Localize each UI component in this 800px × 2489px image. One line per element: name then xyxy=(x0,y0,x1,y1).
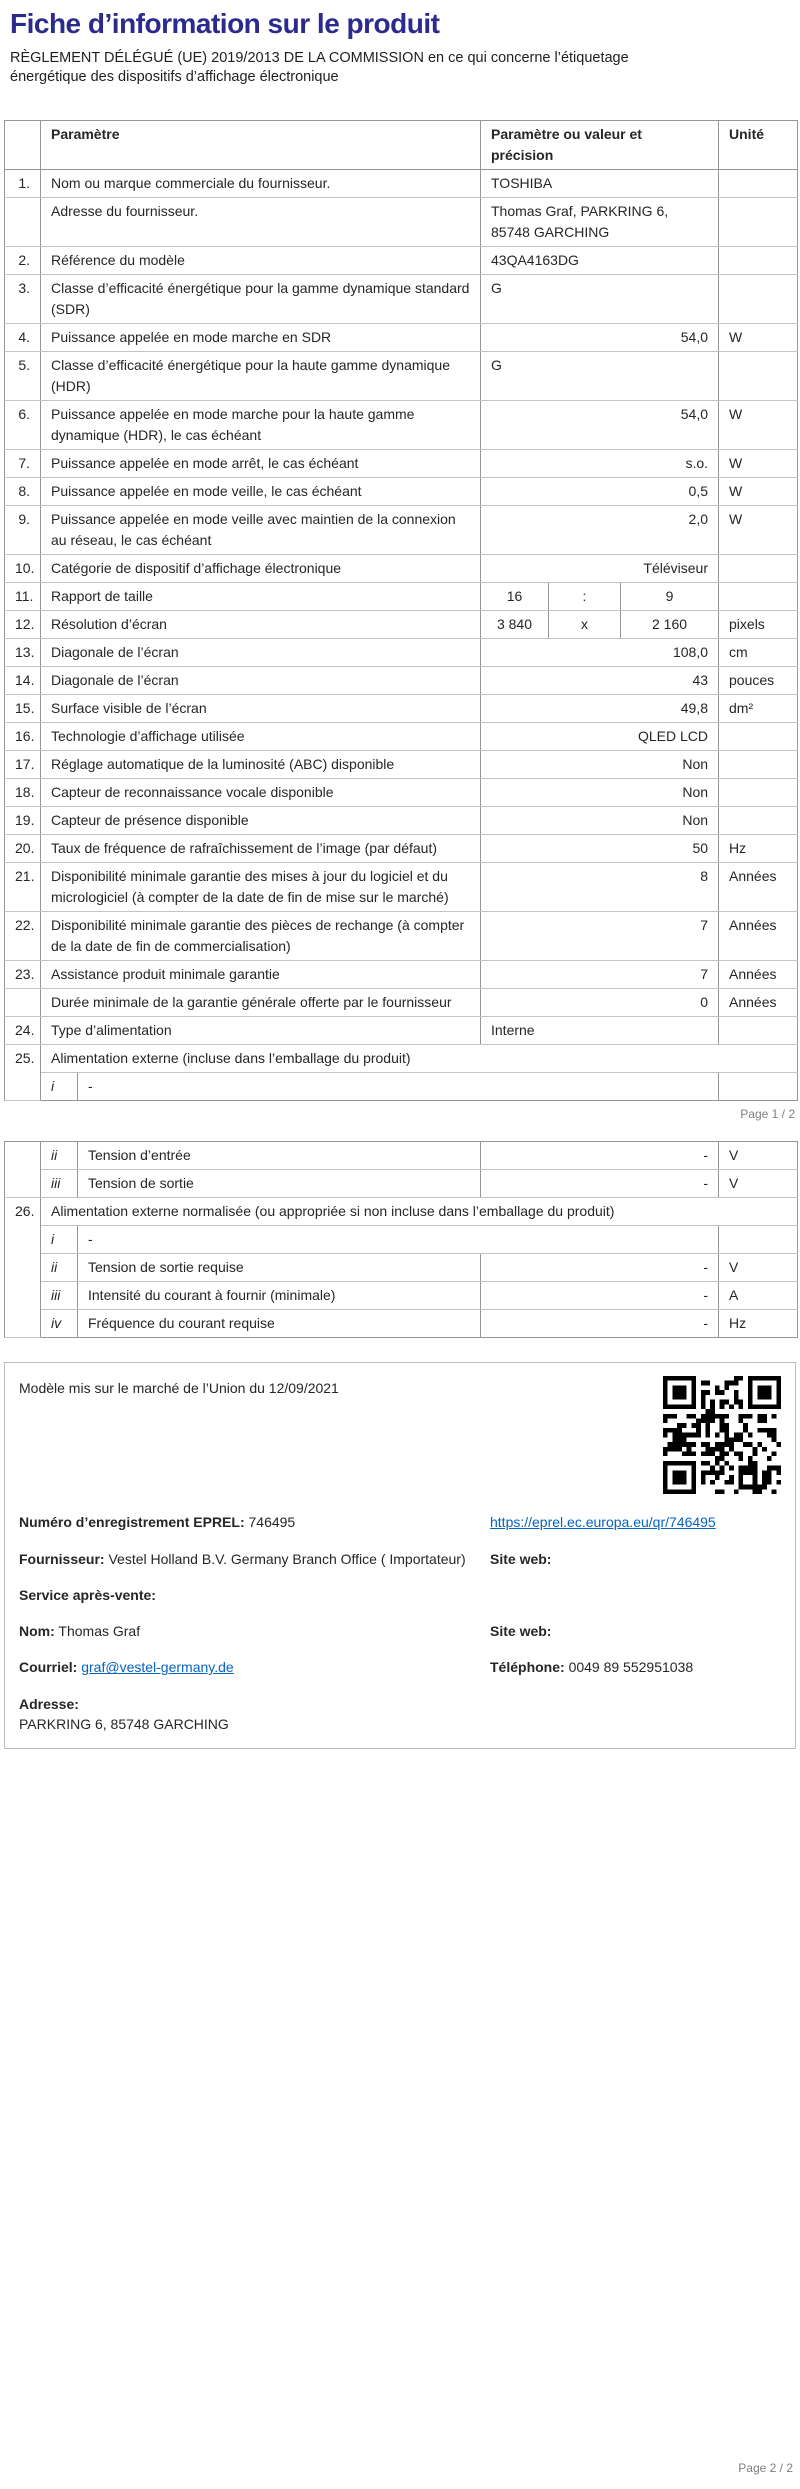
supplier-row xyxy=(19,1549,781,1569)
table-row xyxy=(5,1073,798,1101)
page-1-label: Page 1 / 2 xyxy=(740,1107,795,1122)
sub-index-cell: ii xyxy=(41,1254,78,1282)
param-cell: Assistance produit minimale garantie xyxy=(41,961,481,989)
table-row xyxy=(5,695,798,723)
num-cell xyxy=(5,198,41,247)
after-sales-label: Service après-vente: xyxy=(19,1586,156,1603)
unit-cell: W xyxy=(719,450,798,478)
param-span-cell: Alimentation externe normalisée (ou appropriée si non incluse dans l’emballage du produit) xyxy=(41,1198,798,1226)
email-link[interactable]: graf@vestel-germany.de xyxy=(81,1659,234,1676)
supplier-info xyxy=(19,1549,490,1569)
num-cell: 24. xyxy=(5,1017,41,1045)
table-row xyxy=(5,639,798,667)
unit-cell: W xyxy=(719,478,798,506)
value-cell: G xyxy=(481,275,719,324)
site-web-label-2: Site web: xyxy=(490,1623,552,1640)
unit-cell: Hz xyxy=(719,835,798,863)
unit-cell: Années xyxy=(719,989,798,1017)
table-row xyxy=(5,1170,798,1198)
param-cell: Rapport de taille xyxy=(41,583,481,611)
value-cell: - xyxy=(481,1170,719,1198)
unit-cell: V xyxy=(719,1254,798,1282)
table-row xyxy=(5,247,798,275)
unit-cell xyxy=(719,247,798,275)
supplier-label: Fournisseur: xyxy=(19,1550,105,1567)
name-label: Nom: xyxy=(19,1623,55,1640)
table-row xyxy=(5,352,798,401)
table-row xyxy=(5,1226,798,1254)
table-row xyxy=(5,1142,798,1170)
page-title: Fiche d’information sur le produit xyxy=(10,8,440,39)
table-row xyxy=(5,863,798,912)
value-cell: - xyxy=(481,1142,719,1170)
unit-cell xyxy=(719,583,798,611)
num-cell: 12. xyxy=(5,611,41,639)
table-row xyxy=(5,506,798,555)
contact-email-row xyxy=(19,1657,781,1677)
header-unit-cell: Unité xyxy=(719,121,798,170)
unit-cell xyxy=(719,198,798,247)
table-row xyxy=(5,450,798,478)
num-cell: 22. xyxy=(5,912,41,961)
unit-cell: Années xyxy=(719,863,798,912)
contact-phone xyxy=(490,1657,781,1677)
num-cell: 26. xyxy=(5,1198,41,1338)
service-website-wrap xyxy=(490,1621,781,1641)
value-cell: 2,0 xyxy=(481,506,719,555)
parameters-table-page1 xyxy=(4,120,798,1101)
table-row xyxy=(5,1310,798,1338)
table-row xyxy=(5,1017,798,1045)
num-cell: 8. xyxy=(5,478,41,506)
phone-label: Téléphone: xyxy=(490,1659,565,1676)
value-cell: - xyxy=(481,1282,719,1310)
num-cell: 19. xyxy=(5,807,41,835)
num-cell: 21. xyxy=(5,863,41,912)
table-row xyxy=(5,961,798,989)
address-row xyxy=(19,1694,781,1735)
email-label: Courriel: xyxy=(19,1659,78,1676)
table-row xyxy=(5,478,798,506)
param-span-cell: - xyxy=(78,1226,719,1254)
param-cell: Puissance appelée en mode veille, le cas échéant xyxy=(41,478,481,506)
num-cell: 6. xyxy=(5,401,41,450)
table-row xyxy=(5,1254,798,1282)
contact-name-row xyxy=(19,1621,781,1641)
qr-code-icon xyxy=(663,1376,781,1494)
param-cell: Taux de fréquence de rafraîchissement de l’image (par défaut) xyxy=(41,835,481,863)
sub-index-cell: i xyxy=(41,1073,78,1101)
eprel-link-wrap xyxy=(490,1512,781,1532)
table-gap xyxy=(0,1121,800,1141)
header-num-cell xyxy=(5,121,41,170)
contact-email xyxy=(19,1657,490,1677)
num-cell: 15. xyxy=(5,695,41,723)
value-cell: 0 xyxy=(481,989,719,1017)
eprel-registration xyxy=(19,1512,490,1532)
table-row xyxy=(5,555,798,583)
unit-cell xyxy=(719,352,798,401)
unit-cell xyxy=(719,1073,798,1101)
num-cell: 23. xyxy=(5,961,41,989)
value-cell: Thomas Graf, PARKRING 6, 85748 GARCHING xyxy=(481,198,719,247)
value-cell: 108,0 xyxy=(481,639,719,667)
value-cell: 43 xyxy=(481,667,719,695)
table-row xyxy=(5,611,798,639)
value-cell: 54,0 xyxy=(481,401,719,450)
phone-value: 0049 89 552951038 xyxy=(568,1659,694,1676)
param-cell: Disponibilité minimale garantie des mises à jour du logiciel et du micrologiciel (à compter de la date de fin de mise sur le marché) xyxy=(41,863,481,912)
table-row xyxy=(5,779,798,807)
header-param-cell: Paramètre xyxy=(41,121,481,170)
param-cell: Classe d’efficacité énergétique pour la gamme dynamique standard (SDR) xyxy=(41,275,481,324)
header-value-cell: Paramètre ou valeur et précision xyxy=(481,121,719,170)
table-row xyxy=(5,835,798,863)
unit-cell: cm xyxy=(719,639,798,667)
num-cell: 13. xyxy=(5,639,41,667)
param-cell: Intensité du courant à fournir (minimale) xyxy=(78,1282,481,1310)
table-header-row xyxy=(5,121,798,170)
num-cell: 14. xyxy=(5,667,41,695)
supplier-website-wrap xyxy=(490,1549,781,1569)
num-cell: 11. xyxy=(5,583,41,611)
unit-cell: W xyxy=(719,506,798,555)
sub-index-cell: ii xyxy=(41,1142,78,1170)
eprel-label: Numéro d’enregistrement EPREL: xyxy=(19,1514,245,1531)
unit-cell xyxy=(719,751,798,779)
value-cell-2: 9 xyxy=(621,583,719,611)
contact-address xyxy=(19,1694,490,1735)
table-row xyxy=(5,1045,798,1073)
param-cell: Diagonale de l’écran xyxy=(41,667,481,695)
table-row xyxy=(5,723,798,751)
table-row xyxy=(5,401,798,450)
param-cell: Adresse du fournisseur. xyxy=(41,198,481,247)
value-cell-1: 3 840 xyxy=(481,611,549,639)
num-cell xyxy=(5,989,41,1017)
eprel-link[interactable]: https://eprel.ec.europa.eu/qr/746495 xyxy=(490,1514,716,1531)
value-cell: - xyxy=(481,1310,719,1338)
contact-name xyxy=(19,1621,490,1641)
sub-index-cell: iii xyxy=(41,1282,78,1310)
value-cell: 7 xyxy=(481,912,719,961)
market-date-text: Modèle mis sur le marché de l’Union du 12/09/2021 xyxy=(19,1380,339,1397)
param-cell: Capteur de présence disponible xyxy=(41,807,481,835)
table-row xyxy=(5,807,798,835)
value-separator-cell: x xyxy=(549,611,621,639)
unit-cell xyxy=(719,170,798,198)
value-cell: 50 xyxy=(481,835,719,863)
after-sales-row xyxy=(19,1585,781,1605)
param-cell: Type d’alimentation xyxy=(41,1017,481,1045)
table-row xyxy=(5,170,798,198)
num-cell: 9. xyxy=(5,506,41,555)
value-cell: TOSHIBA xyxy=(481,170,719,198)
param-cell: Diagonale de l’écran xyxy=(41,639,481,667)
unit-cell xyxy=(719,807,798,835)
param-cell: Surface visible de l’écran xyxy=(41,695,481,723)
param-cell: Réglage automatique de la luminosité (ABC) disponible xyxy=(41,751,481,779)
value-cell: Non xyxy=(481,779,719,807)
param-cell: Durée minimale de la garantie générale offerte par le fournisseur xyxy=(41,989,481,1017)
unit-cell xyxy=(719,275,798,324)
site-web-label-1: Site web: xyxy=(490,1550,552,1567)
unit-cell xyxy=(719,1226,798,1254)
value-cell: 54,0 xyxy=(481,324,719,352)
table-row xyxy=(5,583,798,611)
value-cell: 49,8 xyxy=(481,695,719,723)
param-cell: Puissance appelée en mode marche pour la haute gamme dynamique (HDR), le cas échéant xyxy=(41,401,481,450)
num-cell: 17. xyxy=(5,751,41,779)
param-span-cell: - xyxy=(78,1073,719,1101)
table-row xyxy=(5,198,798,247)
value-cell-1: 16 xyxy=(481,583,549,611)
name-value: Thomas Graf xyxy=(58,1623,141,1640)
unit-cell xyxy=(719,779,798,807)
param-cell: Tension d’entrée xyxy=(78,1142,481,1170)
value-cell: G xyxy=(481,352,719,401)
value-cell: Téléviseur xyxy=(481,555,719,583)
param-cell: Capteur de reconnaissance vocale disponible xyxy=(41,779,481,807)
param-cell: Catégorie de dispositif d’affichage électronique xyxy=(41,555,481,583)
address-label: Adresse: xyxy=(19,1695,79,1712)
param-cell: Disponibilité minimale garantie des pièces de rechange (à compter de la date de fin de commercialisation) xyxy=(41,912,481,961)
unit-cell: Années xyxy=(719,912,798,961)
value-cell: s.o. xyxy=(481,450,719,478)
unit-cell xyxy=(719,555,798,583)
num-cell: 1. xyxy=(5,170,41,198)
num-cell xyxy=(5,1142,41,1198)
unit-cell: dm² xyxy=(719,695,798,723)
value-cell: 0,5 xyxy=(481,478,719,506)
table-row xyxy=(5,751,798,779)
unit-cell: V xyxy=(719,1170,798,1198)
supplier-name: Vestel Holland B.V. Germany Branch Office ( Importateur) xyxy=(108,1550,466,1567)
regulation-subtitle: RÈGLEMENT DÉLÉGUÉ (UE) 2019/2013 DE LA COMMISSION en ce qui concerne l’étiquetage énergétique des dispositifs d’affichage électronique xyxy=(10,50,629,86)
num-cell: 16. xyxy=(5,723,41,751)
num-cell: 18. xyxy=(5,779,41,807)
value-cell-2: 2 160 xyxy=(621,611,719,639)
unit-cell: W xyxy=(719,324,798,352)
table-row xyxy=(5,912,798,961)
unit-cell xyxy=(719,723,798,751)
num-cell: 4. xyxy=(5,324,41,352)
unit-cell: pixels xyxy=(719,611,798,639)
param-cell: Référence du modèle xyxy=(41,247,481,275)
param-cell: Fréquence du courant requise xyxy=(78,1310,481,1338)
parameters-table-page2 xyxy=(4,1141,798,1338)
param-cell: Tension de sortie xyxy=(78,1170,481,1198)
param-cell: Puissance appelée en mode marche en SDR xyxy=(41,324,481,352)
param-cell: Classe d’efficacité énergétique pour la haute gamme dynamique (HDR) xyxy=(41,352,481,401)
num-cell: 3. xyxy=(5,275,41,324)
after-sales-service xyxy=(19,1585,490,1605)
table-row xyxy=(5,667,798,695)
unit-cell: W xyxy=(719,401,798,450)
value-cell: Non xyxy=(481,751,719,779)
num-cell: 7. xyxy=(5,450,41,478)
param-cell: Résolution d’écran xyxy=(41,611,481,639)
param-cell: Tension de sortie requise xyxy=(78,1254,481,1282)
param-cell: Puissance appelée en mode veille avec maintien de la connexion au réseau, le cas échéant xyxy=(41,506,481,555)
table-row xyxy=(5,324,798,352)
unit-cell: Hz xyxy=(719,1310,798,1338)
table-row xyxy=(5,989,798,1017)
param-cell: Nom ou marque commerciale du fournisseur. xyxy=(41,170,481,198)
param-cell: Puissance appelée en mode arrêt, le cas échéant xyxy=(41,450,481,478)
table-row xyxy=(5,275,798,324)
num-cell: 5. xyxy=(5,352,41,401)
value-separator-cell: : xyxy=(549,583,621,611)
value-cell: 7 xyxy=(481,961,719,989)
num-cell: 25. xyxy=(5,1045,41,1101)
unit-cell: pouces xyxy=(719,667,798,695)
value-cell: Interne xyxy=(481,1017,719,1045)
sub-index-cell: iv xyxy=(41,1310,78,1338)
unit-cell xyxy=(719,1017,798,1045)
page-2-label: Page 2 / 2 xyxy=(738,2461,793,2475)
value-cell: Non xyxy=(481,807,719,835)
address-value: PARKRING 6, 85748 GARCHING xyxy=(19,1716,229,1733)
num-cell: 10. xyxy=(5,555,41,583)
value-cell: 8 xyxy=(481,863,719,912)
value-cell: - xyxy=(481,1254,719,1282)
unit-cell: Années xyxy=(719,961,798,989)
param-cell: Technologie d’affichage utilisée xyxy=(41,723,481,751)
value-cell: 43QA4163DG xyxy=(481,247,719,275)
eprel-number: 746495 xyxy=(248,1514,296,1531)
sub-index-cell: iii xyxy=(41,1170,78,1198)
num-cell: 20. xyxy=(5,835,41,863)
table-row xyxy=(5,1198,798,1226)
eprel-row xyxy=(19,1512,781,1532)
param-span-cell: Alimentation externe (incluse dans l’emballage du produit) xyxy=(41,1045,798,1073)
sub-index-cell: i xyxy=(41,1226,78,1254)
num-cell: 2. xyxy=(5,247,41,275)
value-cell: QLED LCD xyxy=(481,723,719,751)
unit-cell: A xyxy=(719,1282,798,1310)
market-date-row xyxy=(19,1376,781,1494)
supplier-info-box xyxy=(4,1362,796,1749)
unit-cell: V xyxy=(719,1142,798,1170)
table-row xyxy=(5,1282,798,1310)
